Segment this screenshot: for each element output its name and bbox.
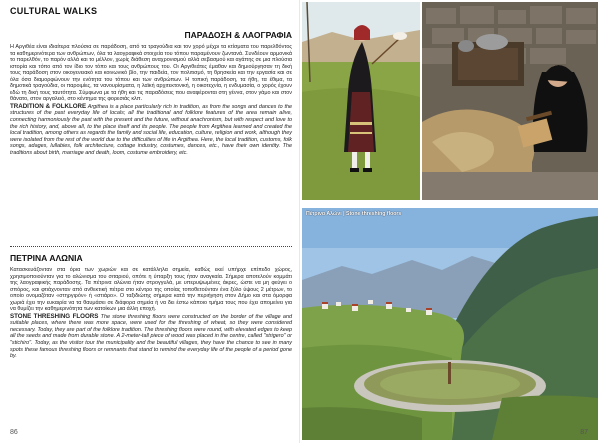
photo-threshing-floor (302, 208, 598, 440)
page-number-left: 86 (10, 429, 18, 436)
photo-woman-costume (302, 2, 420, 200)
paragraph-english-tradition (10, 104, 292, 156)
threshing-floor-image (302, 208, 598, 440)
english-text-threshing: The stone threshing floors were constructed on the border of the village and suitable places, where there was more space, were used for the threshing of wheat, so they were considered necessary. Today, they are part of the folklore tradition. The threshing floors were round, with elevated edges to keep all the seeds and made from durable stone. A 2-meter-tall piece of wood was placed in the centre, called "strigero" or "stichiro". Today, as the visitor tour the municipality and the beautiful villages, they have the chance to see in many spots these famous threshing floors or remnants that stand to remind the everyday life of the people of a period gone by. (10, 313, 292, 360)
section-title-threshing: ΠΕΤΡΙΝΑ ΑΛΩΝΙΑ (10, 253, 83, 263)
paragraph-greek-tradition: Η Αργιθέα είναι ιδιαίτερα πλούσια σε παράδοση, από τα τραγούδια και τον χορό μέχρι τα κτίσματα του παρελθόντος τα καθημερινότερα των ανθρώπων, όλα τα λαογραφικά στοιχεία του τόπου παραμένουν ζωντανά. Συνδέουν αρμονικά το παρελθόν, το παρόν αλλά και το μέλλον, χωρίς διάθεση αναχρονισμού αλλά σεβασμού και αγάπης σε μια πλούσια ιστορία και τόπο από τον ίδιο τον τόπο και τους ανθρώπους του. Οι Αργιθεάτες έμαθαν και δημιούργησαν τη δική τους παράδοση στον οικογενειακό και κοινωνικό βίο, την παιδεία, τον πολιτισμό, τη θρησκεία και την εργασία και σε όλα όσα διαμορφώνουν την ενότητα του τόπου και των ανθρώπων. Η τοπική παράδοση, τα ήθη, τα έθιμα, τα δημοτικά τραγούδια, οι παροιμίες, τα νανουρίσματα, η λαϊκή αρχιτεκτονική, η οικοτεχνία, η ενδυμασία, ο χορός έχουν εδώ τη δική τους ταυτότητα. Σύμφωνα με τα ήθη και τις παραδόσεις που αναφέρονται στη γέννα, στον γάμο και στον θάνατο, στον αργαλειό, στο κέντημα της φορεσιάς κλπ. (10, 44, 292, 103)
section-divider (10, 246, 292, 247)
paragraph-english-threshing (10, 314, 292, 360)
section-tradition (10, 30, 292, 156)
right-page (300, 0, 600, 443)
running-head: CULTURAL WALKS (10, 6, 98, 16)
english-text-tradition: Argithea is a place particularly rich in tradition, as from the songs and dances to the structures of the past everyday life of locals; all the traditional and folklore features of the area remain alive, connecting harmoniously the past with the present and the future, without anachronism, but with respect and love to the rich history, and, above all, to the place itself and its people. The people from Argithea learned and created the local tradition, among others as regards the family and social life, education, culture, religion and work, although they were isolated from the rest of the world due to the difficulties of life in Argithea. Here, the local tradition, customs, folk songs, adages, lullabies, folk architecture, cottage industry, costumes, dances, etc., have their own identity. The traditions about birth, marriage and death, loom, costume embroidery, etc. (10, 103, 293, 156)
paragraph-greek-threshing: Κατασκευάζονταν στα όρια των χωριών και σε κατάλληλα σημεία, καθώς εκεί υπήρχε επίπεδο χώρος, χρησιμοποιούνταν για το αλώνισμα του σιταριού, οπότε η ύπαρξη τους ήταν αναγκαία. Σήμερα αποτελούν κομμάτι της λαογραφικής παράδοσης. Τα πέτρινα αλώνια ήταν στρογγυλά, με υπερυψωμένες άκρες, ώστε να μη φεύγει ο σπόρος, και φτιάχνονταν από ανθεκτική πέτρα στο κέντρο της οποίας τοποθετούνταν ένα ξύλο ύψους 2 μέτρων, το οποίο ονομαζόταν «στηργιρόν» ή «στιάρο». Ο ταξιδιώτης σήμερα κατά την περιήγηση στον Δήμο και στα όμορφα χωριά έχει την ευκαιρία να τα θαυμάσει σε διάφορα σημεία ή να δει έστω κάποιο τμήμα τους που έχει απομείνει για να θυμίζει την καθημερινότητα των κατοίκων μια άλλη εποχή. (10, 267, 292, 313)
page-number-right: 87 (580, 429, 588, 436)
photo-caption: Πέτρινα Αλώνι | Stone threshing floors (306, 211, 402, 217)
photo-woman-carding-wool (422, 2, 598, 200)
english-lead-threshing: STONE THRESHING FLOORS (10, 312, 99, 320)
section-threshing-floors (10, 253, 292, 360)
section-title-tradition: ΠΑΡΑΔΟΣΗ & ΛΑΟΓΡΑΦΙΑ (184, 30, 292, 40)
woman-costume-image (302, 2, 420, 200)
carding-wool-image (422, 2, 598, 200)
english-lead-tradition: TRADITION & FOLKLORE (10, 102, 87, 110)
